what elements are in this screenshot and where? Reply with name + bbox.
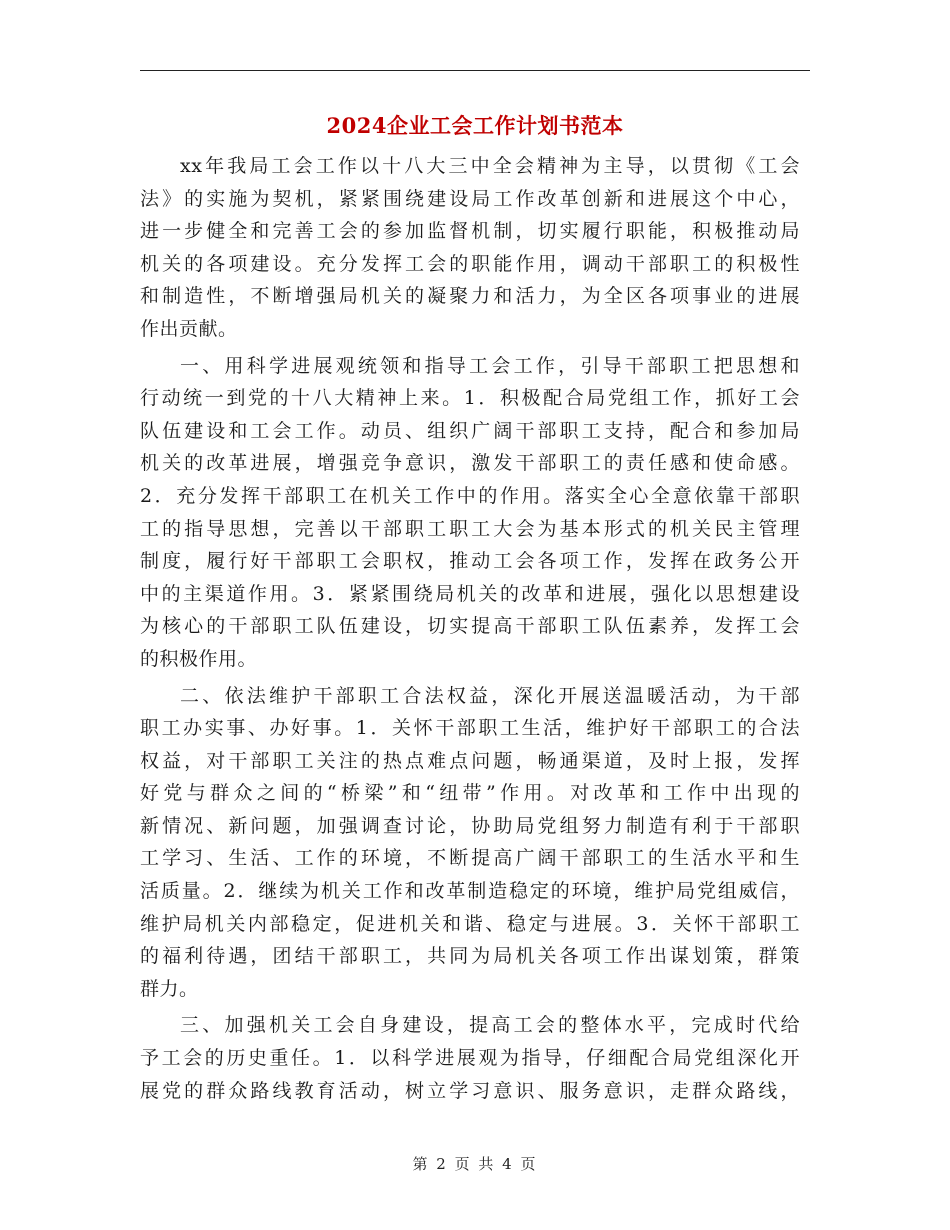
paragraph-line: 一、用科学进展观统领和指导工会工作，引导干部职工把思想和 xyxy=(180,354,800,377)
paragraph-line: 队伍建设和工会工作。动员、组织广阔干部职工支持，配合和参加局 xyxy=(140,419,800,442)
paragraph-line: 2．充分发挥干部职工在机关工作中的作用。落实全心全意依靠干部职 xyxy=(140,484,800,507)
paragraph-line: 工的指导思想，完善以干部职工职工大会为基本形式的机关民主管理 xyxy=(140,517,800,540)
paragraph-line: 三、加强机关工会自身建设，提高工会的整体水平，完成时代给 xyxy=(180,1014,800,1037)
paragraph-line: 维护局机关内部稳定，促进机关和谐、稳定与进展。3．关怀干部职工 xyxy=(140,912,800,935)
paragraph-line: 展党的群众路线教育活动，树立学习意识、服务意识，走群众路线， xyxy=(140,1079,800,1102)
paragraph-line: 新情况、新问题，加强调查讨论，协助局党组努力制造有利于干部职 xyxy=(140,814,800,837)
paragraph-line: 为核心的干部职工队伍建设，切实提高干部职工队伍素养，发挥工会 xyxy=(140,615,800,638)
paragraph-line: 活质量。2．继续为机关工作和改革制造稳定的环境，维护局党组威信， xyxy=(140,880,800,903)
paragraph-line: 制度，履行好干部职工会职权，推动工会各项工作，发挥在政务公开 xyxy=(140,550,800,573)
page-number: 第 2 页 共 4 页 xyxy=(412,1155,538,1173)
paragraph-line: 权益，对干部职工关注的热点难点问题，畅通渠道，及时上报，发挥 xyxy=(140,749,800,772)
paragraph-line: 职工办实事、办好事。1．关怀干部职工生活，维护好干部职工的合法 xyxy=(140,717,800,740)
paragraph-line: 的积极作用。 xyxy=(140,647,258,670)
paragraph-section-3 xyxy=(140,1009,800,1107)
document-title: 2024企业工会工作计划书范本 xyxy=(326,113,624,138)
paragraph-line: 行动统一到党的十八大精神上来。1．积极配合局党组工作，抓好工会 xyxy=(140,387,800,410)
paragraph-line: 法》的实施为契机，紧紧围绕建设局工作改革创新和进展这个中心， xyxy=(140,187,800,210)
paragraph-line: 和制造性，不断增强局机关的凝聚力和活力，为全区各项事业的进展 xyxy=(140,285,800,308)
document-body xyxy=(140,150,800,1107)
paragraph-line: 二、依法维护干部职工合法权益，深化开展送温暖活动，为干部 xyxy=(180,684,800,707)
header-rule xyxy=(140,70,810,71)
paragraph-line: xx年我局工会工作以十八大三中全会精神为主导，以贯彻《工会 xyxy=(180,155,800,177)
paragraph-line: 工学习、生活、工作的环境，不断提高广阔干部职工的生活水平和生 xyxy=(140,847,800,870)
paragraph-section-1 xyxy=(140,350,800,676)
paragraph-line: 予工会的历史重任。1．以科学进展观为指导，仔细配合局党组深化开 xyxy=(140,1047,800,1070)
paragraph-line: 中的主渠道作用。3．紧紧围绕局机关的改革和进展，强化以思想建设 xyxy=(140,582,800,605)
paragraph-line: 的福利待遇，团结干部职工，共同为局机关各项工作出谋划策，群策 xyxy=(140,945,800,968)
paragraph-section-2 xyxy=(140,680,800,1006)
paragraph-line: 机关的各项建设。充分发挥工会的职能作用，调动干部职工的积极性 xyxy=(140,252,800,275)
paragraph-intro xyxy=(140,150,800,346)
paragraph-line: 好党与群众之间的“桥梁”和“纽带”作用。对改革和工作中出现的 xyxy=(140,782,800,805)
paragraph-line: 机关的改革进展，增强竞争意识，激发干部职工的责任感和使命感。 xyxy=(140,452,800,475)
paragraph-line: 群力。 xyxy=(140,977,199,1000)
paragraph-line: 进一步健全和完善工会的参加监督机制，切实履行职能，积极推动局 xyxy=(140,220,800,243)
paragraph-line: 作出贡献。 xyxy=(140,317,238,340)
